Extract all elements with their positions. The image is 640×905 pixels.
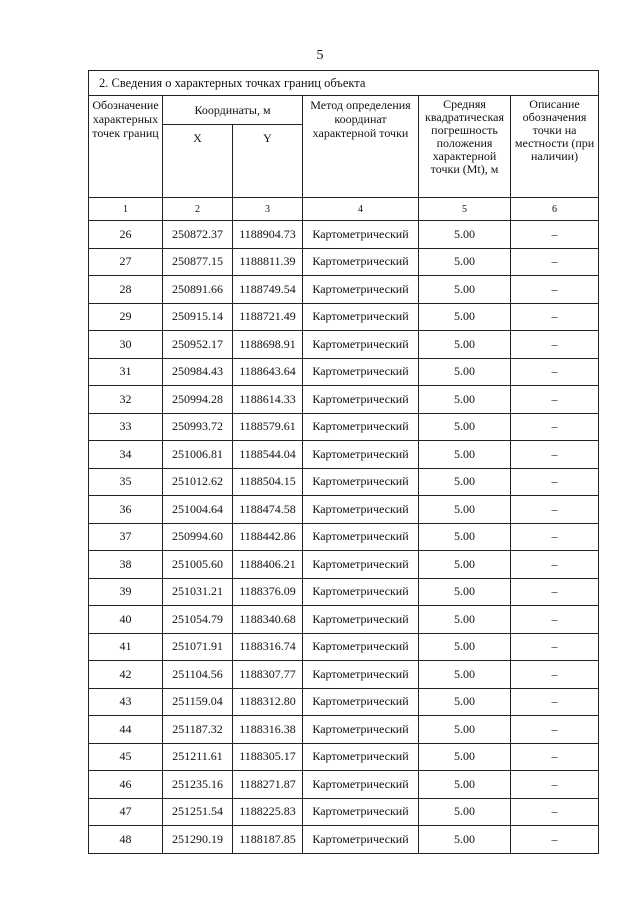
cell-description: – xyxy=(511,661,599,689)
cell-method: Картометрический xyxy=(303,606,419,634)
boundary-points-table xyxy=(88,70,599,854)
header-y: Y xyxy=(233,125,303,198)
cell-description: – xyxy=(511,743,599,771)
column-number: 4 xyxy=(303,198,419,221)
cell-point: 33 xyxy=(89,413,163,441)
section-title: 2. Сведения о характерных точках границ объекта xyxy=(89,71,599,96)
table-row xyxy=(89,303,599,331)
cell-description: – xyxy=(511,551,599,579)
cell-error: 5.00 xyxy=(419,496,511,524)
table-row xyxy=(89,771,599,799)
cell-description: – xyxy=(511,771,599,799)
cell-point: 47 xyxy=(89,798,163,826)
cell-description: – xyxy=(511,716,599,744)
cell-description: – xyxy=(511,358,599,386)
cell-x: 251104.56 xyxy=(163,661,233,689)
cell-point: 43 xyxy=(89,688,163,716)
page-number: 5 xyxy=(316,48,324,63)
cell-method: Картометрический xyxy=(303,276,419,304)
cell-y: 1188307.77 xyxy=(233,661,303,689)
cell-y: 1188406.21 xyxy=(233,551,303,579)
cell-x: 251211.61 xyxy=(163,743,233,771)
cell-error: 5.00 xyxy=(419,358,511,386)
cell-x: 250891.66 xyxy=(163,276,233,304)
cell-y: 1188305.17 xyxy=(233,743,303,771)
cell-x: 251251.54 xyxy=(163,798,233,826)
cell-point: 35 xyxy=(89,468,163,496)
cell-error: 5.00 xyxy=(419,578,511,606)
table-row xyxy=(89,468,599,496)
cell-y: 1188225.83 xyxy=(233,798,303,826)
table-row xyxy=(89,496,599,524)
cell-y: 1188187.85 xyxy=(233,826,303,854)
cell-method: Картометрический xyxy=(303,248,419,276)
cell-description: – xyxy=(511,221,599,249)
cell-point: 39 xyxy=(89,578,163,606)
cell-error: 5.00 xyxy=(419,276,511,304)
cell-point: 38 xyxy=(89,551,163,579)
cell-method: Картометрический xyxy=(303,771,419,799)
cell-point: 34 xyxy=(89,441,163,469)
cell-x: 251071.91 xyxy=(163,633,233,661)
cell-method: Картометрический xyxy=(303,798,419,826)
cell-y: 1188544.04 xyxy=(233,441,303,469)
header-method: Метод определения координат характерной точки xyxy=(303,96,419,198)
cell-x: 250877.15 xyxy=(163,248,233,276)
table-row xyxy=(89,716,599,744)
cell-error: 5.00 xyxy=(419,798,511,826)
cell-description: – xyxy=(511,413,599,441)
column-number: 2 xyxy=(163,198,233,221)
cell-x: 250915.14 xyxy=(163,303,233,331)
cell-y: 1188721.49 xyxy=(233,303,303,331)
cell-y: 1188474.58 xyxy=(233,496,303,524)
cell-y: 1188340.68 xyxy=(233,606,303,634)
cell-point: 40 xyxy=(89,606,163,634)
cell-description: – xyxy=(511,633,599,661)
cell-x: 251031.21 xyxy=(163,578,233,606)
cell-method: Картометрический xyxy=(303,551,419,579)
cell-description: – xyxy=(511,441,599,469)
cell-error: 5.00 xyxy=(419,661,511,689)
cell-x: 250994.28 xyxy=(163,386,233,414)
cell-y: 1188442.86 xyxy=(233,523,303,551)
cell-error: 5.00 xyxy=(419,413,511,441)
cell-point: 27 xyxy=(89,248,163,276)
cell-y: 1188811.39 xyxy=(233,248,303,276)
cell-point: 46 xyxy=(89,771,163,799)
cell-error: 5.00 xyxy=(419,331,511,359)
cell-point: 42 xyxy=(89,661,163,689)
cell-error: 5.00 xyxy=(419,551,511,579)
table-row xyxy=(89,331,599,359)
cell-error: 5.00 xyxy=(419,386,511,414)
column-number: 6 xyxy=(511,198,599,221)
cell-y: 1188271.87 xyxy=(233,771,303,799)
cell-x: 251054.79 xyxy=(163,606,233,634)
cell-method: Картометрический xyxy=(303,413,419,441)
cell-point: 41 xyxy=(89,633,163,661)
cell-method: Картометрический xyxy=(303,826,419,854)
cell-error: 5.00 xyxy=(419,606,511,634)
header-x: X xyxy=(163,125,233,198)
cell-y: 1188316.74 xyxy=(233,633,303,661)
table-row xyxy=(89,551,599,579)
cell-method: Картометрический xyxy=(303,716,419,744)
table-row xyxy=(89,606,599,634)
table-row xyxy=(89,441,599,469)
cell-x: 251235.16 xyxy=(163,771,233,799)
table-row xyxy=(89,826,599,854)
cell-point: 28 xyxy=(89,276,163,304)
cell-x: 250993.72 xyxy=(163,413,233,441)
cell-description: – xyxy=(511,688,599,716)
table-row xyxy=(89,413,599,441)
table-row xyxy=(89,633,599,661)
cell-method: Картометрический xyxy=(303,633,419,661)
cell-error: 5.00 xyxy=(419,688,511,716)
table-row xyxy=(89,688,599,716)
cell-point: 26 xyxy=(89,221,163,249)
cell-y: 1188316.38 xyxy=(233,716,303,744)
cell-point: 45 xyxy=(89,743,163,771)
cell-y: 1188614.33 xyxy=(233,386,303,414)
cell-description: – xyxy=(511,523,599,551)
cell-error: 5.00 xyxy=(419,303,511,331)
cell-y: 1188504.15 xyxy=(233,468,303,496)
cell-error: 5.00 xyxy=(419,826,511,854)
cell-method: Картометрический xyxy=(303,688,419,716)
cell-point: 44 xyxy=(89,716,163,744)
cell-x: 251159.04 xyxy=(163,688,233,716)
cell-y: 1188698.91 xyxy=(233,331,303,359)
cell-method: Картометрический xyxy=(303,358,419,386)
cell-x: 251012.62 xyxy=(163,468,233,496)
cell-y: 1188579.61 xyxy=(233,413,303,441)
cell-x: 251005.60 xyxy=(163,551,233,579)
cell-description: – xyxy=(511,496,599,524)
cell-description: – xyxy=(511,826,599,854)
cell-method: Картометрический xyxy=(303,386,419,414)
table-row xyxy=(89,276,599,304)
cell-error: 5.00 xyxy=(419,633,511,661)
cell-x: 250872.37 xyxy=(163,221,233,249)
header-coordinates: Координаты, м xyxy=(163,96,303,125)
cell-method: Картометрический xyxy=(303,661,419,689)
cell-x: 251187.32 xyxy=(163,716,233,744)
cell-y: 1188643.64 xyxy=(233,358,303,386)
cell-method: Картометрический xyxy=(303,523,419,551)
cell-x: 250994.60 xyxy=(163,523,233,551)
table-row xyxy=(89,523,599,551)
cell-method: Картометрический xyxy=(303,578,419,606)
table-row xyxy=(89,221,599,249)
cell-description: – xyxy=(511,386,599,414)
cell-x: 251006.81 xyxy=(163,441,233,469)
cell-error: 5.00 xyxy=(419,523,511,551)
cell-error: 5.00 xyxy=(419,771,511,799)
table-row xyxy=(89,358,599,386)
cell-method: Картометрический xyxy=(303,221,419,249)
header-error: Средняя квадратическая погрешность положения характерной точки (Mt), м xyxy=(419,96,511,198)
cell-description: – xyxy=(511,468,599,496)
table-row xyxy=(89,661,599,689)
table-row xyxy=(89,798,599,826)
table-body xyxy=(89,221,599,854)
cell-method: Картометрический xyxy=(303,468,419,496)
cell-error: 5.00 xyxy=(419,221,511,249)
cell-error: 5.00 xyxy=(419,468,511,496)
cell-x: 251004.64 xyxy=(163,496,233,524)
column-number: 3 xyxy=(233,198,303,221)
cell-point: 37 xyxy=(89,523,163,551)
cell-y: 1188376.09 xyxy=(233,578,303,606)
column-number: 5 xyxy=(419,198,511,221)
cell-method: Картометрический xyxy=(303,331,419,359)
cell-point: 32 xyxy=(89,386,163,414)
cell-description: – xyxy=(511,303,599,331)
cell-error: 5.00 xyxy=(419,248,511,276)
cell-description: – xyxy=(511,798,599,826)
cell-point: 36 xyxy=(89,496,163,524)
table-row xyxy=(89,248,599,276)
cell-method: Картометрический xyxy=(303,303,419,331)
cell-point: 29 xyxy=(89,303,163,331)
cell-description: – xyxy=(511,578,599,606)
cell-point: 30 xyxy=(89,331,163,359)
cell-y: 1188749.54 xyxy=(233,276,303,304)
cell-x: 250984.43 xyxy=(163,358,233,386)
table-row xyxy=(89,743,599,771)
column-number: 1 xyxy=(89,198,163,221)
cell-description: – xyxy=(511,248,599,276)
header-point: Обозначение характерных точек границ xyxy=(89,96,163,198)
table-row xyxy=(89,578,599,606)
cell-error: 5.00 xyxy=(419,716,511,744)
column-number-row xyxy=(89,198,599,221)
cell-method: Картометрический xyxy=(303,743,419,771)
cell-description: – xyxy=(511,606,599,634)
cell-x: 251290.19 xyxy=(163,826,233,854)
cell-point: 31 xyxy=(89,358,163,386)
header-description: Описание обозначения точки на местности (при наличии) xyxy=(511,96,599,198)
cell-error: 5.00 xyxy=(419,441,511,469)
cell-x: 250952.17 xyxy=(163,331,233,359)
table-row xyxy=(89,386,599,414)
cell-description: – xyxy=(511,276,599,304)
boundary-points-sheet xyxy=(88,70,598,854)
cell-y: 1188904.73 xyxy=(233,221,303,249)
cell-method: Картометрический xyxy=(303,441,419,469)
cell-y: 1188312.80 xyxy=(233,688,303,716)
cell-point: 48 xyxy=(89,826,163,854)
cell-method: Картометрический xyxy=(303,496,419,524)
cell-error: 5.00 xyxy=(419,743,511,771)
cell-description: – xyxy=(511,331,599,359)
